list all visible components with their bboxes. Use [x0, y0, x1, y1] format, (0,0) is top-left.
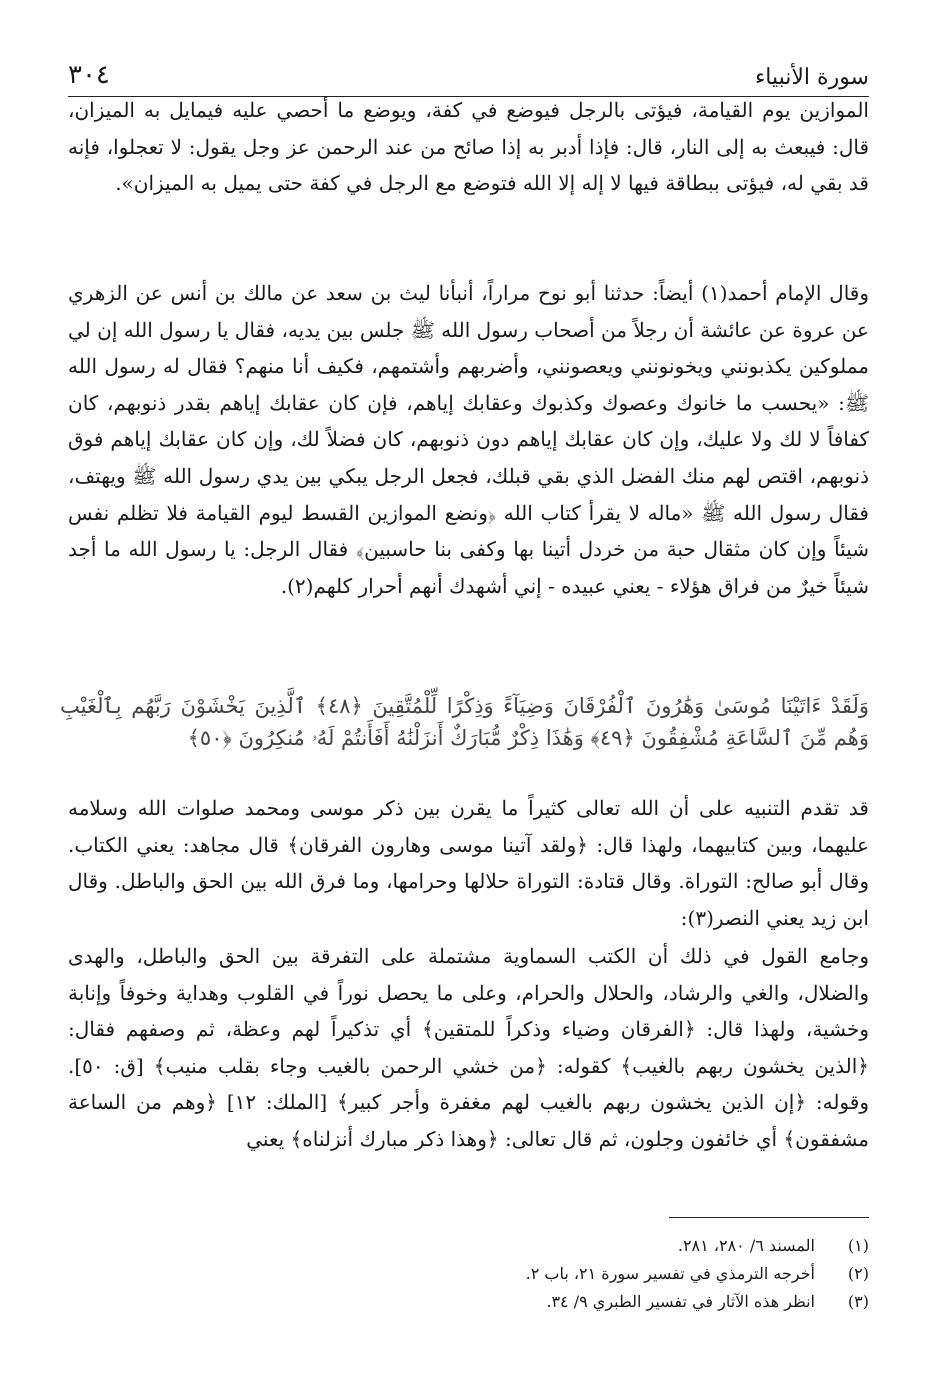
footnote-text: انظر هذه الآثار في تفسير الطبري ٩/ ٣٤.: [546, 1292, 815, 1311]
paragraph-3: قد تقدم التنبيه على أن الله تعالى كثيراً ما يقرن بين ذكر موسى ومحمد صلوات الله وسلامه عليهما، وبين كتابيهما، ولهذا قال: ﴿ولقد آتينا موسى وهارون الفرقان﴾ قال مجاهد: يعني الكتاب. وقال أبو صالح: التوراة. وقال قتادة: التوراة حلالها وحرامها، وما فرق الله بين الحق والباطل. وقال ابن زيد يعني النصر(٣):: [68, 796, 869, 930]
footnote: [300, 1232, 869, 1260]
running-header: [68, 40, 869, 97]
footnote-text: المسند ٦/ ٢٨٠، ٢٨١.: [677, 1236, 815, 1255]
footnote-number: (٣): [847, 1292, 869, 1311]
footnote: [300, 1260, 869, 1288]
footnote-number: (١): [847, 1236, 869, 1255]
footnotes: [300, 1232, 869, 1316]
paragraph-1: الموازين يوم القيامة، فيؤتى بالرجل فيوضع في كفة، ويوضع ما أحصي عليه فيمايل به الميزان، قال: فيبعث به إلى النار، قال: فإذا أدبر به إذا صائح من عند الرحمن عز وجل يقول: لا تعجلوا، فإنه قد بقي له، فيؤتى ببطاقة فيها لا إله إلا الله فتوضع مع الرجل في كفة حتى يميل به الميزان».: [68, 98, 869, 196]
footnote: [300, 1288, 869, 1316]
quran-verses: وَلَقَدْ ءَاتَيْنَا مُوسَىٰ وَهَٰرُونَ ٱلْفُرْقَانَ وَضِيَآءً وَذِكْرًا لِّلْمُتَّقِينَ ﴿٤٨﴾ ٱلَّذِينَ يَخْشَوْنَ رَبَّهُم بِٱلْغَيْبِ وَهُم مِّنَ ٱلسَّاعَةِ مُشْفِقُونَ ﴿٤٩﴾ وَهَٰذَا ذِكْرٌ مُّبَارَكٌ أَنزَلْنَٰهُ أَفَأَنتُمْ لَهُۥ مُنكِرُونَ ﴿٥٠﴾: [60, 694, 869, 750]
paragraph-2: وقال الإمام أحمد(١) أيضاً: حدثنا أبو نوح مراراً، أنبأنا ليث بن سعد عن مالك بن أنس عن الزهري عن عروة عن عائشة أن رجلاً من أصحاب رسول الله ﷺ جلس بين يديه، فقال يا رسول الله إن لي مملوكين يكذبونني ويخونونني ويعصونني، وأضربهم وأشتمهم، فكيف أنا منهم؟ فقال له رسول الله ﷺ: «يحسب ما خانوك وعصوك وكذبوك وعقابك إياهم، فإن كان عقابك إياهم بقدر ذنوبهم، كان كفافاً لا لك ولا عليك، وإن كان عقابك إياهم دون ذنوبهم، كان فضلاً لك، وإن كان عقابك إياهم فوق ذنوبهم، اقتص لهم منك الفضل الذي بقي قبلك، فجعل الرجل يبكي بين يدي رسول الله ﷺ ويهتف، فقال رسول الله ﷺ «ماله لا يقرأ كتاب الله ﴿ونضع الموازين القسط ليوم القيامة فلا تظلم نفس شيئاً وإن كان مثقال حبة من خردل أتينا بها وكفى بنا حاسبين﴾ فقال الرجل: يا رسول الله ما أجد شيئاً خيرٌ من فراق هؤلاء - يعني عبيده - إني أشهدك أنهم أحرار كلهم(٢).: [68, 281, 870, 598]
footnote-text: أخرجه الترمذي في تفسير سورة ٢١، باب ٢.: [525, 1264, 815, 1283]
paragraph-4: وجامع القول في ذلك أن الكتب السماوية مشتملة على التفرقة بين الحق والباطل، والهدى والضلال، والغي والرشاد، والحلال والحرام، وعلى ما يحصل نوراً في القلوب وهداية وخوفاً وإنابة وخشية، ولهذا قال: ﴿الفرقان وضياء وذكراً للمتقين﴾ أي تذكيراً لهم وعظة، ثم وصفهم فقال: ﴿الذين يخشون ربهم بالغيب﴾ كقوله: ﴿من خشي الرحمن بالغيب وجاء بقلب منيب﴾ [ق: ٥٠]. وقوله: ﴿إن الذين يخشون ربهم بالغيب لهم مغفرة وأجر كبير﴾ [الملك: ١٢] ﴿وهم من الساعة مشفقون﴾ أي خائفون وجلون، ثم قال تعالى: ﴿وهذا ذكر مبارك أنزلناه﴾ يعني: [68, 944, 869, 1151]
page-number: ٣٠٤: [68, 60, 110, 90]
surah-title: سورة الأنبياء: [754, 65, 869, 90]
footnote-number: (٢): [847, 1264, 869, 1283]
footnote-divider: [669, 1217, 869, 1218]
